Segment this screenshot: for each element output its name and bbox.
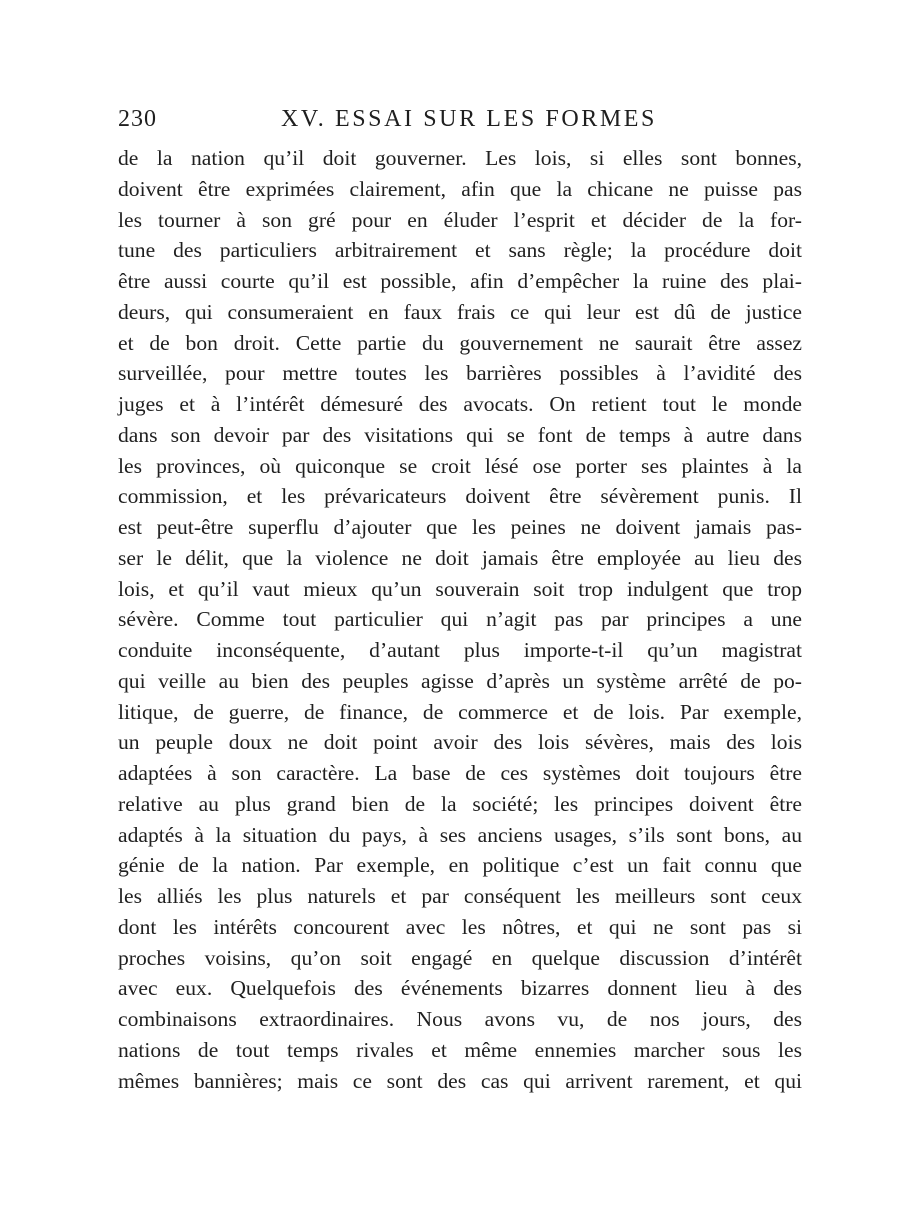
text-line: les tourner à son gré pour en éluder l’esprit et décider de la for-	[118, 207, 802, 232]
text-line: ser le délit, que la violence ne doit jamais être employée au lieu des	[118, 545, 802, 570]
text-line: adaptées à son caractère. La base de ces systèmes doit toujours être	[118, 761, 802, 785]
text-line: nations de tout temps rivales et même ennemies marcher sous les	[118, 1037, 802, 1062]
text-line: commission, et les prévaricateurs doivent être sévèrement punis. Il	[118, 484, 802, 509]
text-line: mêmes bannières; mais ce sont des cas qui arrivent rarement, et qui	[118, 1068, 802, 1093]
body-text	[118, 143, 802, 1096]
text-line: dont les intérêts concourent avec les nôtres, et qui ne sont pas si	[118, 914, 802, 939]
text-line: surveillée, pour mettre toutes les barrières possibles à l’avidité des	[118, 361, 802, 386]
text-line: lois, et qu’il vaut mieux qu’un souverain soit trop indulgent que trop	[118, 576, 802, 601]
text-line: sévère. Comme tout particulier qui n’agit pas par principes a une	[118, 607, 802, 632]
text-line: conduite inconséquente, d’autant plus importe-t-il qu’un magistrat	[118, 638, 802, 662]
text-line: combinaisons extraordinaires. Nous avons vu, de nos jours, des	[118, 1007, 802, 1031]
text-line: un peuple doux ne doit point avoir des lois sévères, mais des lois	[118, 730, 802, 755]
text-line: relative au plus grand bien de la société; les principes doivent être	[118, 791, 802, 816]
text-line: est peut-être superflu d’ajouter que les peines ne doivent jamais pas-	[118, 515, 802, 539]
text-line: proches voisins, qu’on soit engagé en quelque discussion d’intérêt	[118, 945, 802, 970]
text-line: qui veille au bien des peuples agisse d’après un système arrêté de po-	[118, 668, 802, 693]
text-line: de la nation qu’il doit gouverner. Les lois, si elles sont bonnes,	[118, 146, 802, 170]
text-line: tune des particuliers arbitrairement et sans règle; la procédure doit	[118, 238, 802, 263]
text-line: litique, de guerre, de finance, de commerce et de lois. Par exemple,	[118, 699, 802, 724]
running-head	[118, 101, 802, 137]
text-line: adaptés à la situation du pays, à ses anciens usages, s’ils sont bons, au	[118, 822, 802, 847]
text-line: génie de la nation. Par exemple, en politique c’est un fait connu que	[118, 853, 802, 878]
text-line: avec eux. Quelquefois des événements bizarres donnent lieu à des	[118, 976, 802, 1001]
text-line: doivent être exprimées clairement, afin que la chicane ne puisse pas	[118, 176, 802, 201]
text-line: les provinces, où quiconque se croit lésé ose porter ses plaintes à la	[118, 453, 802, 478]
page-number: 230	[118, 106, 157, 132]
chapter-title: XV. ESSAI SUR LES FORMES	[280, 106, 658, 132]
text-line: et de bon droit. Cette partie du gouvernement ne saurait être assez	[118, 330, 802, 355]
text-line: juges et à l’intérêt démesuré des avocats. On retient tout le monde	[118, 392, 802, 416]
text-line: être aussi courte qu’il est possible, afin d’empêcher la ruine des plai-	[118, 269, 802, 293]
text-line: les alliés les plus naturels et par conséquent les meilleurs sont ceux	[118, 884, 802, 908]
text-line: dans son devoir par des visitations qui se font de temps à autre dans	[118, 422, 802, 447]
text-line: deurs, qui consumeraient en faux frais ce qui leur est dû de justice	[118, 299, 802, 324]
